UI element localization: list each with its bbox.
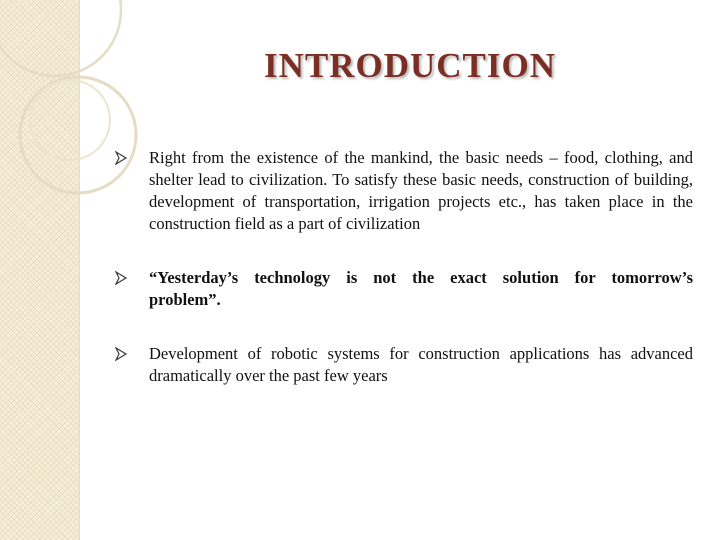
bullet-item bbox=[115, 147, 693, 235]
bullet-item bbox=[115, 343, 693, 387]
bullet-text: Development of robotic systems for construction applications has advanced dramatically over the past few years bbox=[149, 344, 693, 385]
bullet-list bbox=[115, 147, 693, 387]
bullet-text: Right from the existence of the mankind, the basic needs – food, clothing, and shelter lead to civilization. To satisfy these basic needs, construction of building, development of transportation, irrigation projects etc., has taken place in the construction field as a part of civilization bbox=[149, 148, 693, 233]
arrow-bullet-icon bbox=[115, 271, 127, 285]
arrow-bullet-icon bbox=[115, 347, 127, 361]
slide-title: INTRODUCTION bbox=[263, 46, 557, 85]
bullet-text: “Yesterday’s technology is not the exact solution for tomorrow’s problem”. bbox=[149, 268, 693, 309]
arrow-bullet-icon bbox=[115, 151, 127, 165]
bullet-item bbox=[115, 267, 693, 311]
